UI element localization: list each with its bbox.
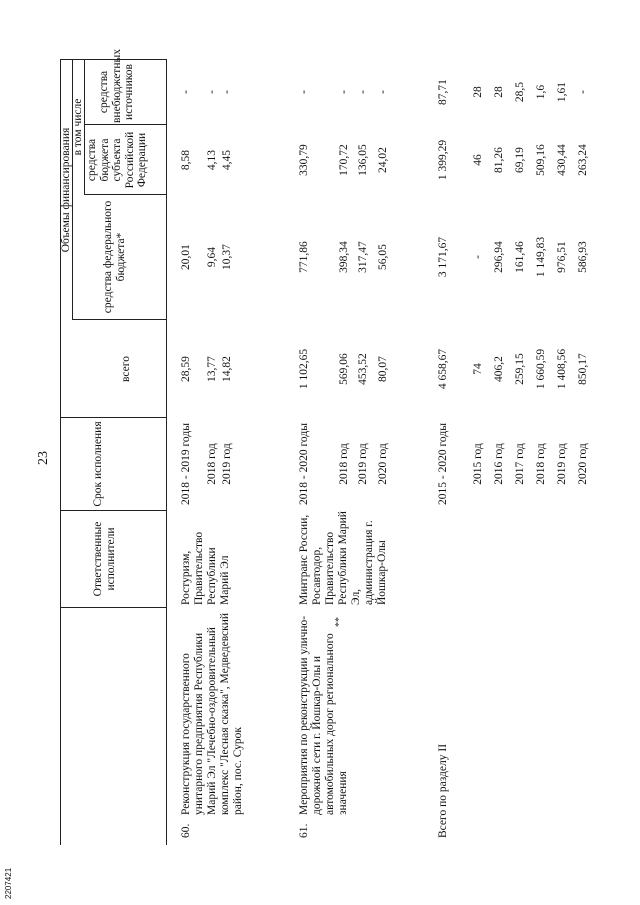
section-total-extra-0: 87,71 [437, 79, 449, 105]
row-61-number: 61. [298, 823, 310, 838]
section-total-regional-0: 1 399,29 [437, 139, 449, 181]
row-60-extra-0: - [180, 90, 192, 94]
row-60-regional-2: 4,45 [221, 149, 233, 171]
col-divider-federal-regional [84, 194, 167, 195]
section-total-label: Всего по разделу II [437, 743, 449, 838]
col-divider-regional-extra [84, 124, 167, 125]
header-bottom-border [166, 60, 167, 845]
row-61-name: Мероприятия по реконструкции улично-дорожной сети г. Йошкар-Олы и автомобильных дорог регионального значения [298, 615, 349, 815]
row-61-federal-3: 56,05 [377, 244, 389, 270]
section-total-total-3: 259,15 [514, 353, 526, 385]
row-60-term-1: 2018 год [206, 443, 218, 485]
header-regional: средства бюджета субъекта Российской Федерации [86, 131, 148, 189]
row-61-responsible: Минтранс России, Росавтодор, Правительство Республики Марий Эл, администрация г. Йошкар-Олы [298, 511, 388, 605]
header-extra: средства внебюджетных источников [98, 49, 135, 123]
row-61-total-3: 80,07 [377, 356, 389, 382]
section-total-regional-3: 69,19 [514, 147, 526, 173]
row-60-name: Реконструкция государственного унитарного предприятия Республики Марий Эл "Лечебно-оздоровительный комплекс "Лесная сказка", Медведевский район, пос. Сурок [180, 612, 244, 815]
row-60-number: 60. [180, 823, 192, 838]
section-total-regional-6: 263,24 [577, 144, 589, 176]
row-61-total-0: 1 102,65 [298, 348, 310, 390]
section-total-total-0: 4 658,67 [437, 348, 449, 390]
header-responsible: Ответственные исполнители [92, 521, 117, 597]
col-divider-term-total [60, 417, 167, 418]
row-60-regional-1: 4,13 [206, 149, 218, 171]
section-total-extra-6: - [577, 90, 589, 94]
section-total-extra-1: 28 [472, 86, 484, 98]
row-60-federal-1: 9,64 [206, 246, 218, 268]
section-total-regional-4: 509,16 [535, 144, 547, 176]
section-total-federal-4: 1 149,83 [535, 236, 547, 278]
header-including: в том числе [72, 98, 84, 156]
col-divider-total-federal [72, 319, 167, 320]
section-total-extra-5: 1,61 [556, 81, 568, 103]
section-total-regional-2: 81,26 [493, 147, 505, 173]
section-total-term-1: 2015 год [472, 443, 484, 485]
section-total-term-2: 2016 год [493, 443, 505, 485]
row-61-term-0: 2018 - 2020 годы [298, 423, 310, 505]
section-total-federal-6: 586,93 [577, 241, 589, 273]
section-total-extra-3: 28,5 [514, 81, 526, 103]
row-61-extra-0: - [298, 90, 310, 94]
document-id: 2207421 [4, 867, 13, 899]
row-61-regional-0: 330,79 [298, 144, 310, 176]
section-total-extra-2: 28 [493, 86, 505, 98]
header-federal: средства федерального бюджета* [102, 200, 127, 314]
section-total-term-3: 2017 год [514, 443, 526, 485]
row-61-federal-1: 398,34 [338, 241, 350, 273]
header-funding-group: Объемы финансирования [60, 127, 72, 253]
section-total-federal-3: 161,46 [514, 241, 526, 273]
section-total-term-4: 2018 год [535, 443, 547, 485]
row-60-total-2: 14,82 [221, 356, 233, 382]
section-total-federal-1: - [472, 255, 484, 259]
header-term: Срок исполнения [92, 421, 104, 507]
section-total-term-6: 2020 год [577, 443, 589, 485]
row-61-regional-1: 170,72 [338, 144, 350, 176]
row-61-regional-2: 136,05 [357, 144, 369, 176]
row-60-extra-1: - [206, 90, 218, 94]
section-total-total-1: 74 [472, 363, 484, 375]
row-60-federal-0: 20,01 [180, 244, 192, 270]
row-60-term-0: 2018 - 2019 годы [180, 423, 192, 505]
row-61-federal-0: 771,86 [298, 241, 310, 273]
row-61-extra-1: - [338, 90, 350, 94]
row-60-term-2: 2019 год [221, 443, 233, 485]
col-divider-responsible-term [60, 510, 167, 511]
row-61-term-2: 2019 год [357, 443, 369, 485]
row-61-term-1: 2018 год [338, 443, 350, 485]
row-61-federal-2: 317,47 [357, 241, 369, 273]
section-total-total-4: 1 660,59 [535, 348, 547, 390]
row-61-extra-2: - [357, 90, 369, 94]
col-divider-name-responsible [60, 607, 167, 608]
page-number: 23 [36, 451, 51, 465]
row-60-extra-2: - [221, 90, 233, 94]
row-60-regional-0: 8,58 [180, 149, 192, 171]
row-60-total-0: 28,59 [180, 356, 192, 382]
section-total-regional-5: 430,44 [556, 144, 568, 176]
row-61-name-mark: ** [334, 617, 345, 627]
row-60-responsible: Ростуризм, Правительство Республики Марий Эл [180, 531, 231, 605]
row-61-total-2: 453,52 [357, 353, 369, 385]
section-total-federal-5: 976,51 [556, 241, 568, 273]
section-total-total-2: 406,2 [493, 356, 505, 382]
section-total-term-0: 2015 - 2020 годы [437, 423, 449, 505]
row-60-federal-2: 10,37 [221, 244, 233, 270]
header-total: всего [120, 356, 132, 382]
row-61-regional-3: 24,02 [377, 147, 389, 173]
section-total-federal-0: 3 171,67 [437, 236, 449, 278]
section-total-regional-1: 46 [472, 154, 484, 166]
row-60-total-1: 13,77 [206, 356, 218, 382]
row-61-extra-3: - [377, 90, 389, 94]
section-total-total-5: 1 408,56 [556, 348, 568, 390]
section-total-total-6: 850,17 [577, 353, 589, 385]
section-total-federal-2: 296,94 [493, 241, 505, 273]
row-61-total-1: 569,06 [338, 353, 350, 385]
section-total-term-5: 2019 год [556, 443, 568, 485]
section-total-extra-4: 1,6 [535, 84, 547, 100]
row-61-term-3: 2020 год [377, 443, 389, 485]
